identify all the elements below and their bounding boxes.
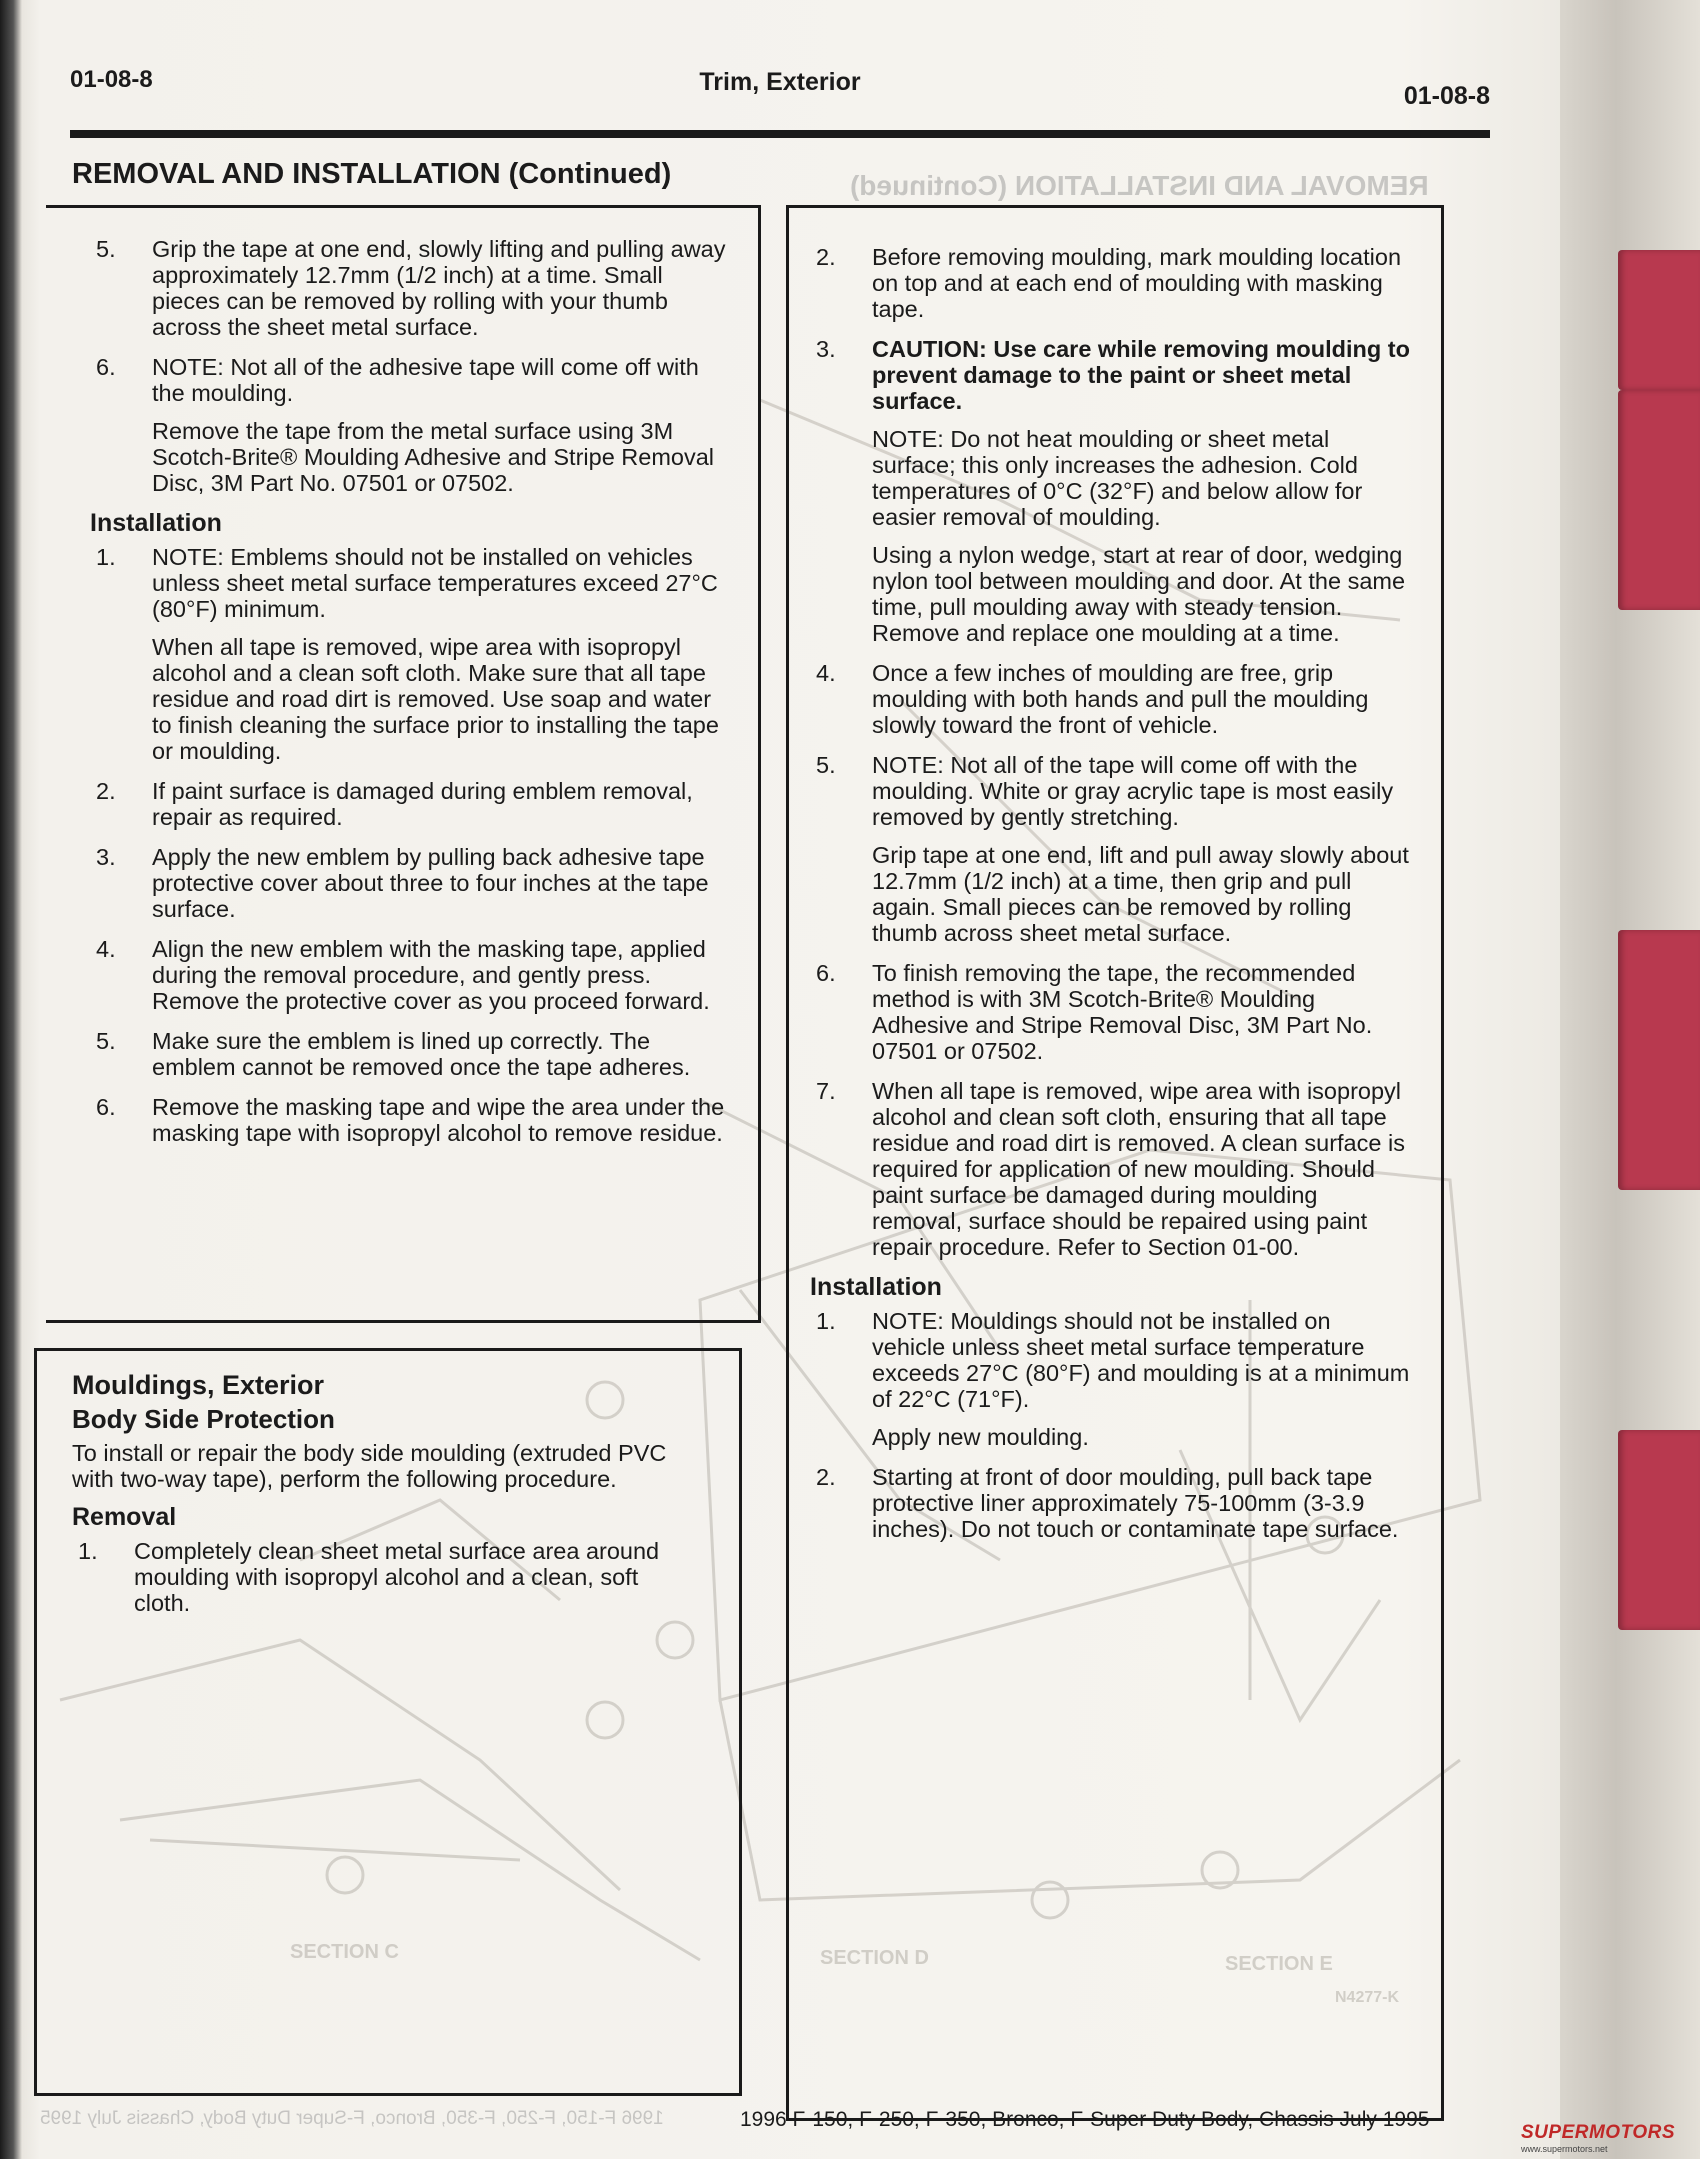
step-text: Grip the tape at one end, slowly lifting and pulling away approximately 12.7mm (1/2 inch) at a time. Small pieces can be removed by rolling with your thumb across the sheet metal surface.	[152, 236, 726, 340]
page-header	[70, 62, 1490, 138]
step-text: Once a few inches of moulding are free, grip moulding with both hands and pull the moulding slowly toward the front of vehicle.	[872, 660, 1369, 738]
step-number: 2.	[816, 244, 836, 270]
step-item	[810, 752, 1410, 946]
step-item	[90, 354, 730, 496]
step-text: NOTE: Mouldings should not be installed on vehicle unless sheet metal surface temperature exceeds 27°C (80°F) and moulding is at a minimum of 22°C (71°F).	[872, 1308, 1410, 1412]
step-number: 6.	[96, 354, 116, 380]
step-text: NOTE: Emblems should not be installed on vehicles unless sheet metal surface temperatures exceed 27°C (80°F) minimum.	[152, 544, 718, 622]
step-text: Apply new moulding.	[872, 1424, 1089, 1450]
watermark-logo	[1521, 2122, 1691, 2156]
step-item	[810, 1464, 1410, 1542]
installation-heading-left: Installation	[90, 509, 222, 537]
step-number: 1.	[96, 544, 116, 570]
diagram-label-section-e: SECTION E	[1225, 1953, 1333, 1975]
step-item	[90, 1094, 730, 1146]
caution-procedure: Using a nylon wedge, start at rear of door, wedging nylon tool between moulding and door. At the same time, pull moulding away with steady tension. Remove and replace one moulding at a time.	[872, 542, 1406, 646]
step-text: When all tape is removed, wipe area with isopropyl alcohol and a clean soft cloth. Make sure that all tape residue and road dirt is removed. Use soap and water to finish cleaning the surface prior to installing the tape or moulding.	[152, 634, 719, 764]
step-text: Grip tape at one end, lift and pull away slowly about 12.7mm (1/2 inch) at a time, then grip and pull again. Small pieces can be removed by rolling thumb across sheet metal surface.	[872, 842, 1409, 946]
step-number: 2.	[816, 1464, 836, 1490]
step-text: Apply the new emblem by pulling back adhesive tape protective cover about three to four inches at the tape surface.	[152, 844, 709, 922]
step-text: Completely clean sheet metal surface area around moulding with isopropyl alcohol and a clean, soft cloth.	[134, 1538, 660, 1616]
index-tab	[1618, 250, 1700, 390]
step-text: If paint surface is damaged during emblem removal, repair as required.	[152, 778, 693, 830]
step-item	[90, 544, 730, 764]
step-text: Align the new emblem with the masking tape, applied during the removal procedure, and gently press. Remove the protective cover as you proceed forward.	[152, 936, 710, 1014]
logo-url: www.supermotors.net	[1521, 2144, 1608, 2154]
step-text: Before removing moulding, mark moulding location on top and at each end of moulding with masking tape.	[872, 244, 1402, 322]
left-top-column	[90, 236, 730, 1160]
caution-note: NOTE: Do not heat moulding or sheet metal surface; this only increases the adhesion. Cold temperatures of 0°C (32°F) and below allow for easier removal of moulding.	[872, 426, 1363, 530]
step-text: When all tape is removed, wipe area with isopropyl alcohol and clean soft cloth, ensuring that all tape residue and road dirt is removed. A clean surface is required for application of new moulding. Should paint surface be damaged during moulding removal, surface should be repaired using paint repair procedure. Refer to Section 01-00.	[872, 1078, 1405, 1260]
step-item	[810, 660, 1410, 738]
step-number: 7.	[816, 1078, 836, 1104]
page-header-title: Trim, Exterior	[699, 68, 861, 96]
step-item	[90, 844, 730, 922]
mouldings-heading: Mouldings, Exterior	[72, 1370, 325, 1400]
step-number: 5.	[816, 752, 836, 778]
index-tab	[1618, 930, 1700, 1190]
caution-step	[810, 336, 1410, 646]
step-text: NOTE: Not all of the tape will come off with the moulding. White or gray acrylic tape is most easily removed by gently stretching.	[872, 752, 1394, 830]
step-item	[90, 236, 730, 340]
step-number: 4.	[96, 936, 116, 962]
step-item	[90, 1028, 730, 1080]
step-text: Remove the tape from the metal surface using 3M Scotch-Brite® Moulding Adhesive and Stripe Removal Disc, 3M Part No. 07501 or 07502.	[152, 418, 715, 496]
step-number: 1.	[78, 1538, 98, 1564]
intro-text: To install or repair the body side moulding (extruded PVC with two-way tape), perform the following procedure.	[72, 1440, 667, 1492]
diagram-label-section-c: SECTION C	[290, 1941, 399, 1963]
step-number: 1.	[816, 1308, 836, 1334]
section-title: REMOVAL AND INSTALLATION (Continued)	[72, 158, 672, 190]
body-side-protection-heading: Body Side Protection	[72, 1404, 335, 1434]
step-text: To finish removing the tape, the recommended method is with 3M Scotch-Brite® Moulding Adhesive and Stripe Removal Disc, 3M Part No. 07501 or 07502.	[872, 960, 1373, 1064]
index-tab	[1618, 390, 1700, 610]
installation-heading-right: Installation	[810, 1273, 942, 1301]
bleed-through-title: REMOVAL AND INSTALLATION (Continued)	[850, 170, 1429, 201]
binding-spine	[0, 0, 22, 2159]
step-text: NOTE: Not all of the adhesive tape will come off with the moulding.	[152, 354, 699, 406]
logo-name: SUPERMOTORS	[1521, 2122, 1676, 2143]
step-item	[810, 244, 1410, 322]
step-number: 4.	[816, 660, 836, 686]
step-item	[810, 1078, 1410, 1260]
step-item	[72, 1538, 692, 1616]
diagram-label-section-d: SECTION D	[820, 1947, 929, 1969]
left-bottom-column	[72, 1372, 692, 1630]
removal-heading: Removal	[72, 1503, 177, 1531]
step-item	[810, 1308, 1410, 1450]
page-footer: 1996 F-150, F-250, F-350, Bronco, F-Super Duty Body, Chassis July 1995	[740, 2108, 1430, 2131]
index-tab	[1618, 1430, 1700, 1630]
step-item	[810, 960, 1410, 1064]
step-item	[90, 936, 730, 1014]
step-number: 5.	[96, 236, 116, 262]
step-number: 6.	[816, 960, 836, 986]
footer-bleed-through: 1996 F-150, F-250, F-350, Bronco, F-Super Duty Body, Chassis July 1995	[40, 2108, 664, 2129]
step-number: 2.	[96, 778, 116, 804]
page-number-right: 01-08-8	[1403, 82, 1490, 110]
diagram-figure-id: N4277-K	[1335, 1989, 1400, 2006]
step-number: 5.	[96, 1028, 116, 1054]
step-number: 3.	[816, 336, 836, 362]
step-text: Make sure the emblem is lined up correctly. The emblem cannot be removed once the tape adheres.	[152, 1028, 691, 1080]
step-text: Remove the masking tape and wipe the area under the masking tape with isopropyl alcohol to remove residue.	[152, 1094, 725, 1146]
page-number-left: 01-08-8	[70, 66, 153, 93]
step-number: 6.	[96, 1094, 116, 1120]
step-item	[90, 778, 730, 830]
caution-text: CAUTION: Use care while removing moulding to prevent damage to the paint or sheet metal surface.	[872, 336, 1410, 414]
step-number: 3.	[96, 844, 116, 870]
step-text: Starting at front of door moulding, pull back tape protective liner approximately 75-100mm (3-3.9 inches). Do not touch or contaminate tape surface.	[872, 1464, 1399, 1542]
right-column	[810, 244, 1410, 1556]
